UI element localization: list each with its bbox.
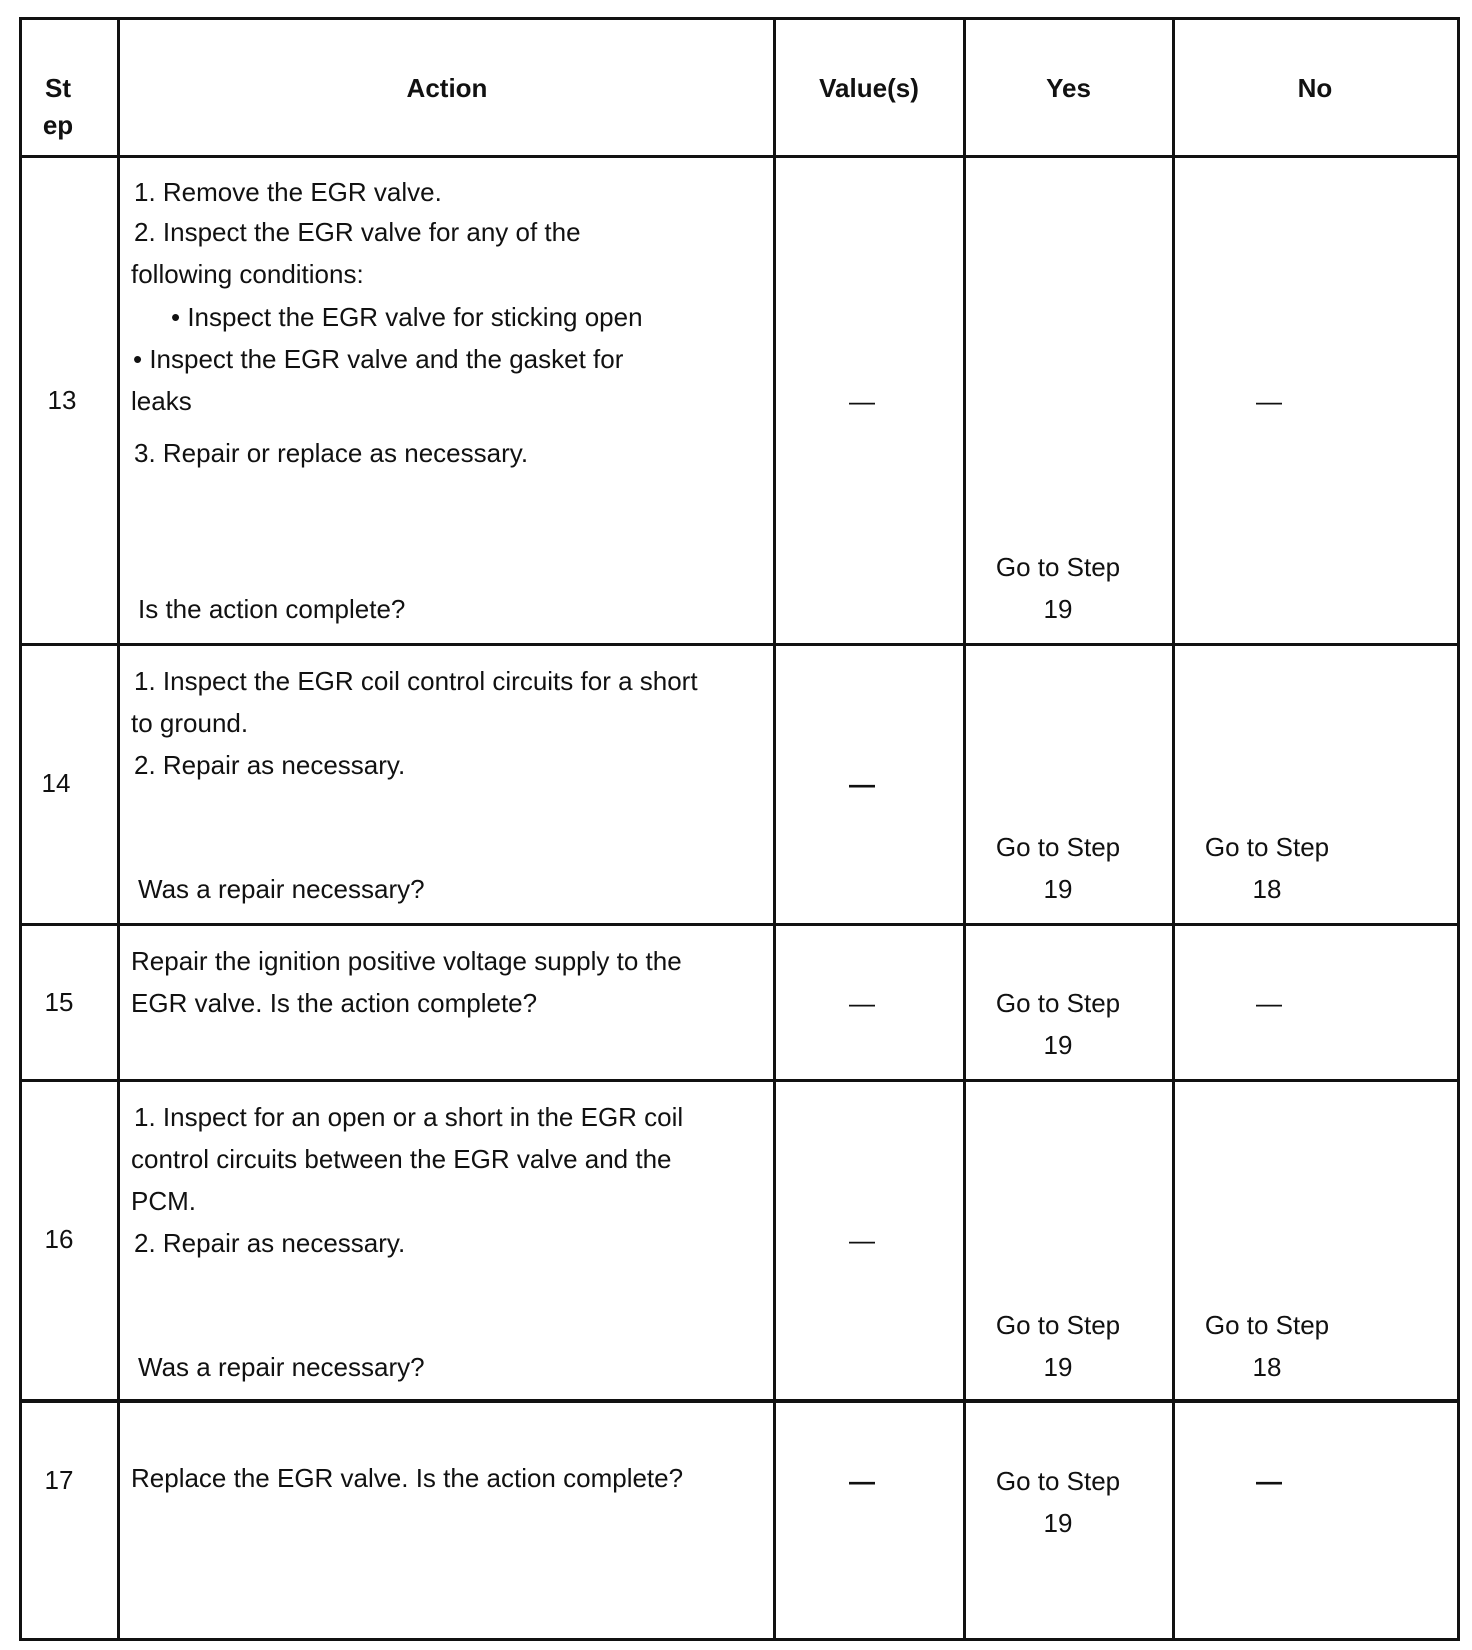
step-number: 16 [44, 1224, 74, 1254]
action-line: 2. Repair as necessary. [134, 750, 406, 780]
yes-goto-line2: 19 [1043, 594, 1073, 624]
action-line: control circuits between the EGR valve and the [131, 1144, 672, 1174]
action-question: Is the action complete? [138, 594, 406, 624]
no-goto-line1: Go to Step [1204, 832, 1330, 862]
no-dash: — [1256, 1466, 1282, 1496]
yes-goto-line1: Go to Step [995, 832, 1121, 862]
value-dash: — [849, 1225, 875, 1255]
action-line: following conditions: [131, 259, 364, 289]
yes-goto-line2: 19 [1043, 1508, 1073, 1538]
action-line: 1. Remove the EGR valve. [134, 177, 442, 207]
yes-goto-line1: Go to Step [995, 1466, 1121, 1496]
no-dash: — [1256, 386, 1282, 416]
action-line: leaks [131, 386, 192, 416]
column-divider [773, 20, 776, 1638]
yes-goto-line1: Go to Step [995, 552, 1121, 582]
action-line: 1. Inspect the EGR coil control circuits for a short [134, 666, 698, 696]
yes-goto-line1: Go to Step [995, 988, 1121, 1018]
header-step-line1: St [45, 73, 71, 103]
header-no: No [1297, 73, 1333, 103]
no-goto-line2: 18 [1252, 1352, 1282, 1382]
yes-goto-line2: 19 [1043, 1352, 1073, 1382]
action-line: 3. Repair or replace as necessary. [134, 438, 529, 468]
action-question: Was a repair necessary? [138, 874, 425, 904]
row-divider [22, 923, 1457, 926]
action-line: EGR valve. Is the action complete? [131, 988, 538, 1018]
action-line: 1. Inspect for an open or a short in the EGR coil [134, 1102, 684, 1132]
step-number: 17 [44, 1465, 74, 1495]
action-line: to ground. [131, 708, 249, 738]
row-divider [22, 1079, 1457, 1082]
action-bullet-line: • Inspect the EGR valve and the gasket for [133, 344, 624, 374]
step-number: 13 [47, 385, 77, 415]
value-dash: — [849, 1466, 875, 1496]
value-dash: — [849, 386, 875, 416]
action-line: 2. Repair as necessary. [134, 1228, 406, 1258]
action-question: Was a repair necessary? [138, 1352, 425, 1382]
action-line: Repair the ignition positive voltage supply to the [131, 946, 682, 976]
row-divider [22, 643, 1457, 646]
action-line: PCM. [131, 1186, 196, 1216]
yes-goto-line2: 19 [1043, 874, 1073, 904]
header-values: Value(s) [819, 73, 919, 103]
row-divider [22, 155, 1457, 158]
yes-goto-line2: 19 [1043, 1030, 1073, 1060]
no-goto-line1: Go to Step [1204, 1310, 1330, 1340]
action-bullet-line: • Inspect the EGR valve for sticking open [171, 302, 643, 332]
row-divider [22, 1399, 1457, 1403]
no-dash: — [1256, 988, 1282, 1018]
action-line: Replace the EGR valve. Is the action complete? [131, 1463, 684, 1493]
value-dash: — [849, 988, 875, 1018]
step-number: 14 [41, 768, 71, 798]
header-yes: Yes [1046, 73, 1091, 103]
header-step-line2: ep [42, 110, 74, 140]
column-divider [117, 20, 120, 1638]
yes-goto-line1: Go to Step [995, 1310, 1121, 1340]
no-goto-line2: 18 [1252, 874, 1282, 904]
action-line: 2. Inspect the EGR valve for any of the [134, 217, 581, 247]
value-dash: — [849, 769, 875, 799]
header-action: Action [406, 73, 488, 103]
step-number: 15 [44, 987, 74, 1017]
